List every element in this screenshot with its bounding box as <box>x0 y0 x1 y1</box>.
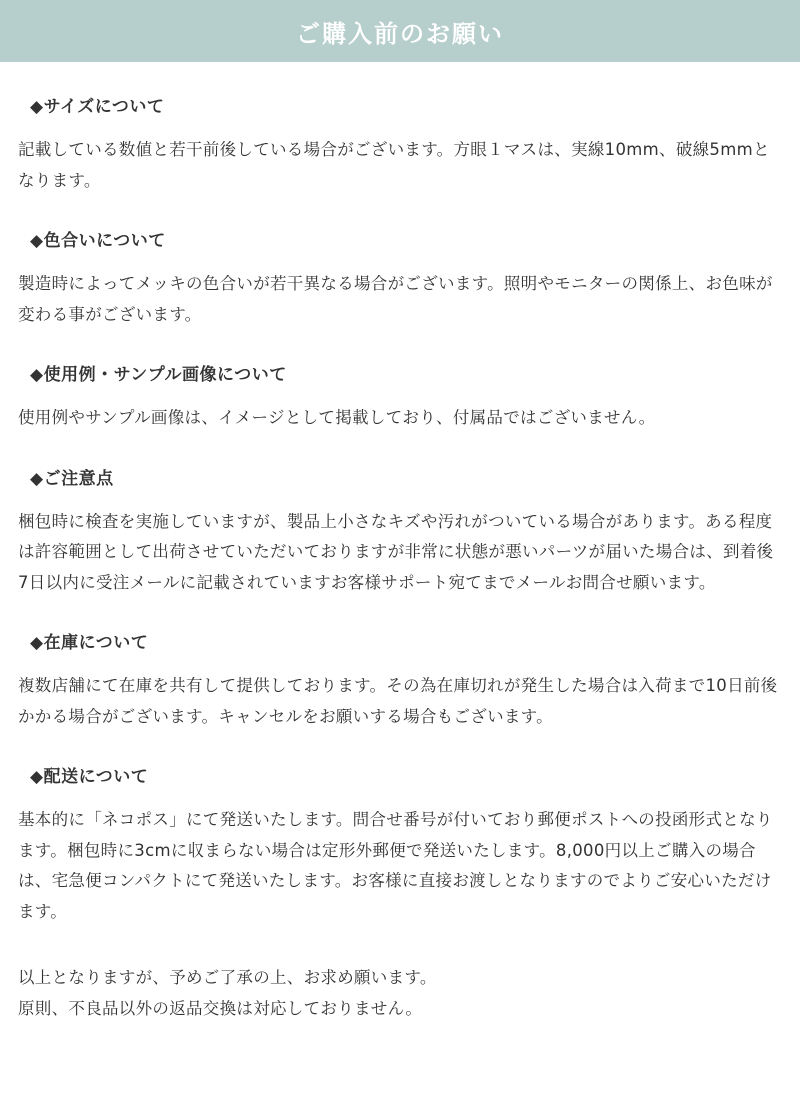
section-body-sample-image <box>18 403 782 434</box>
section-body-stock <box>18 671 782 732</box>
section-text-shipping: 基本的に「ネコポス」にて発送いたします。問合せ番号が付いており郵便ポストへの投函形式となります。梱包時に3cmに収まらない場合は定形外郵便で発送いたします。8,000円以上ご購入の場合は、宅急便コンパクトにて発送いたします。お客様に直接お渡しとなりますのでよりご安心いただけます。 <box>18 810 773 921</box>
section-text-color: 製造時によってメッキの色合いが若干異なる場合がございます。照明やモニターの関係上、お色味が変わる事がございます。 <box>18 274 773 324</box>
section-heading-stock: ◆在庫について <box>30 633 149 654</box>
section-text-cautions: 梱包時に検査を実施していますが、製品上小さなキズや汚れがついている場合があります。ある程度は許容範囲として出荷させていただいておりますが非常に状態が悪いパーツが届いた場合は、到着後7日以内に受注メールに記載されていますお客様サポート宛てまでメールお問合せ願います。 <box>18 511 774 592</box>
page-header-band <box>0 0 800 62</box>
section-body-size <box>18 135 782 196</box>
page-title: ご購入前のお願い <box>296 19 504 48</box>
section-body-cautions <box>18 507 782 599</box>
section-color <box>18 226 782 330</box>
section-heading-cautions: ◆ご注意点 <box>30 468 114 489</box>
section-sample-image <box>18 360 782 434</box>
section-heading-shipping: ◆配送について <box>30 767 149 788</box>
section-shipping <box>18 762 782 927</box>
section-cautions <box>18 464 782 599</box>
section-text-sample-image: 使用例やサンプル画像は、イメージとして掲載しており、付属品ではございません。 <box>18 408 656 428</box>
closing-line-2: 原則、不良品以外の返品交換は対応しておりません。 <box>18 998 423 1018</box>
section-heading-sample-image: ◆使用例・サンプル画像について <box>30 365 287 386</box>
section-heading-size: ◆サイズについて <box>30 97 165 117</box>
section-body-color <box>18 269 782 330</box>
closing-note <box>18 963 782 1024</box>
section-stock <box>18 628 782 732</box>
closing-line-1: 以上となりますが、予めご了承の上、お求め願います。 <box>18 968 437 988</box>
section-size <box>18 92 782 196</box>
section-heading-color: ◆色合いについて <box>30 231 166 252</box>
section-body-shipping <box>18 805 782 927</box>
notice-content <box>0 92 800 1034</box>
section-text-size: 記載している数値と若干前後している場合がございます。方眼１マスは、実線10mm、破線5mmとなります。 <box>18 140 770 190</box>
section-text-stock: 複数店舗にて在庫を共有して提供しております。その為在庫切れが発生した場合は入荷まで10日前後かかる場合がございます。キャンセルをお願いする場合もございます。 <box>18 676 778 726</box>
